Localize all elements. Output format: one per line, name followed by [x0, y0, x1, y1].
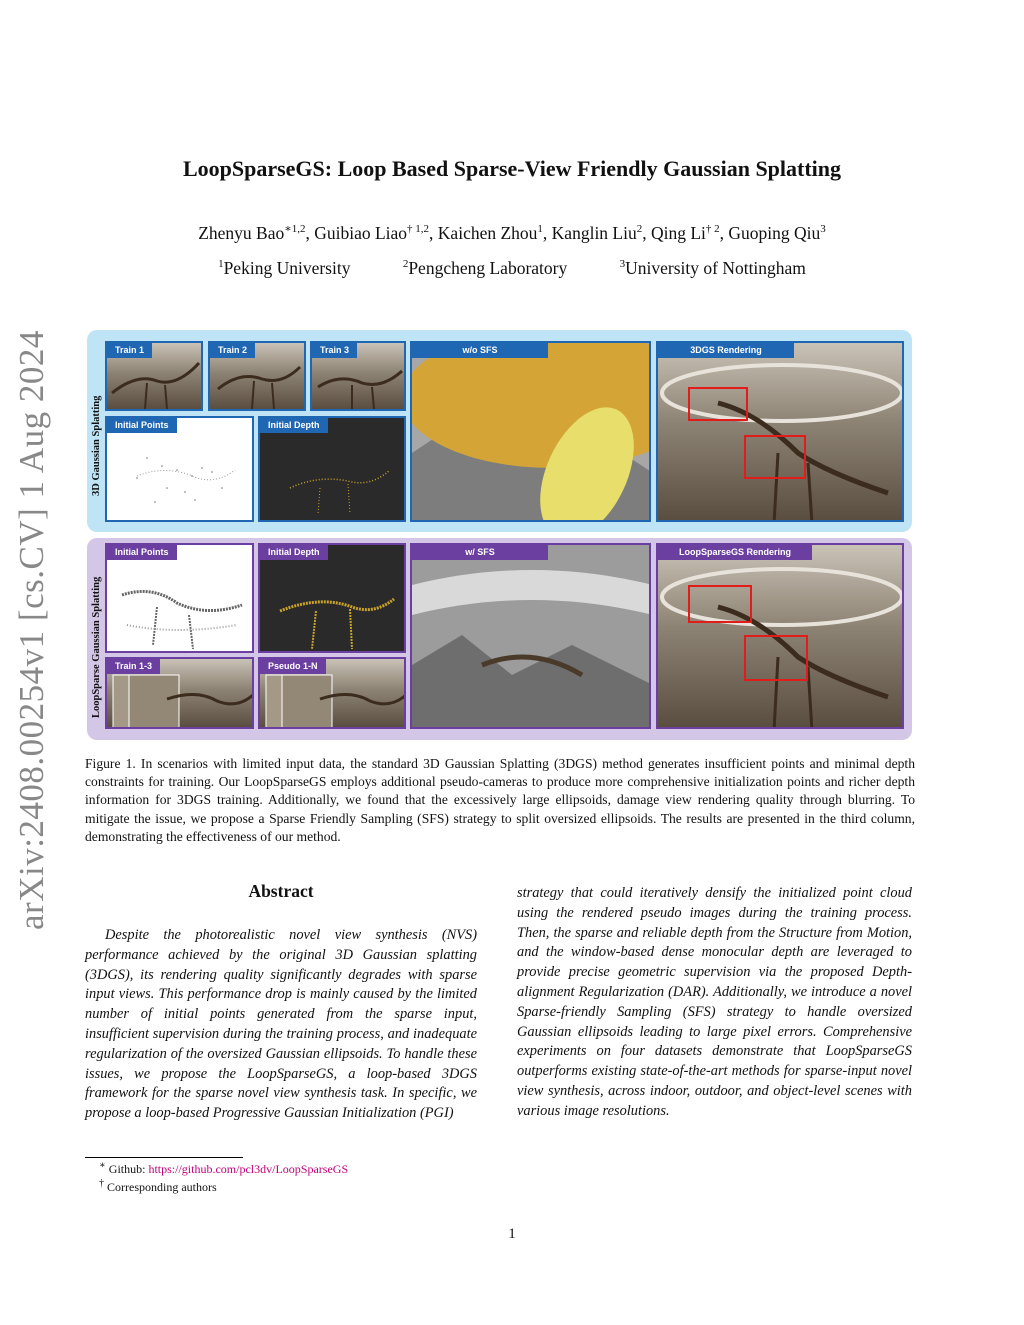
- affiliation: $^2$Pengcheng Laboratory: [402, 258, 568, 278]
- abstract-heading: Abstract: [248, 881, 314, 901]
- author: Guibiao Liao$^{\dagger 1,2}$,: [314, 222, 438, 243]
- w-sfs-render-image: w/ SFS: [410, 543, 651, 729]
- highlight-box-ribs: [744, 635, 808, 681]
- author-list: [0, 222, 1024, 244]
- wo-sfs-render-image: w/o SFS: [410, 341, 651, 522]
- author: Kanglin Liu$^2$,: [551, 222, 651, 243]
- oversized-ellipsoids-render: [412, 343, 651, 522]
- footnote-github: ∗ Github: https://github.com/pcl3dv/LoopSparseGS: [99, 1160, 349, 1176]
- affiliation: $^1$Peking University: [218, 258, 351, 278]
- arxiv-stamp: arXiv:2408.00254v1 [cs.CV] 1 Aug 2024: [12, 330, 51, 930]
- 3dgs-rendering-image: 3DGS Rendering: [656, 341, 904, 522]
- dense-point-cloud: [107, 545, 254, 653]
- sparse-depth-map: [260, 418, 406, 522]
- author: Zhenyu Bao$^{∗1,2}$,: [198, 222, 315, 243]
- split-ellipsoids-render: [412, 545, 651, 729]
- row-label-3dgs: 3D Gaussian Splatting: [91, 395, 102, 496]
- footnote-rule: [85, 1157, 243, 1158]
- footnote-corresponding: † Corresponding authors: [99, 1178, 217, 1194]
- sparse-point-cloud: [107, 418, 254, 522]
- author: Qing Li$^{\dagger 2}$,: [650, 222, 729, 243]
- initial-depth-3dgs-image: Initial Depth: [258, 416, 406, 522]
- train-1-image: Train 1: [105, 341, 203, 411]
- initial-points-loopsparsegs-image: Initial Points: [105, 543, 254, 653]
- dinosaur-rendering: [658, 343, 904, 522]
- highlight-box-head: [688, 387, 748, 421]
- github-link[interactable]: https://github.com/pcl3dv/LoopSparseGS: [148, 1162, 349, 1176]
- loopsparsegs-rendering-image: LoopSparseGS Rendering: [656, 543, 904, 729]
- highlight-box-head: [688, 585, 752, 623]
- highlight-box-ribs: [744, 435, 806, 479]
- train-1-3-images: Train 1-3: [105, 657, 254, 729]
- affiliation: $^3$University of Nottingham: [619, 258, 806, 278]
- train-3-image: Train 3: [310, 341, 406, 411]
- initial-points-3dgs-image: Initial Points: [105, 416, 254, 522]
- abstract-text-right: strategy that could iteratively densify the initialized point cloud using the rendered pseudo images during the training process. Then, the sparse and reliable depth from the Structure from Motion, and the window-based dense monocular depth are leveraged to provide precise geometric supervision via the proposed Depth-alignment Regularization (DAR). Additionally, we introduce a novel Sparse-friendly Sampling (SFS) strategy to handle oversized Gaussian ellipsoids leading to large pixel errors. Comprehensive experiments on four datasets demonstrate that LoopSparseGS outperforms existing state-of-the-art methods for sparse-input novel view synthesis, across indoor, outdoor, and object-level scenes with various image resolutions.: [517, 885, 912, 1119]
- paper-title: LoopSparseGS: Loop Based Sparse-View Friendly Gaussian Splatting: [182, 156, 842, 181]
- row-label-loopsparsegs: LoopSparse Gaussian Splatting: [91, 576, 102, 718]
- affiliation-list: [0, 258, 1024, 279]
- page-number: 1: [508, 1226, 516, 1242]
- figure-caption: Figure 1. In scenarios with limited input data, the standard 3D Gaussian Splatting (3DGS) method generates insufficient points and minimal depth constraints for training. Our LoopSparseGS employs additional pseudo-cameras to produce more comprehensive initialization points and richer depth information for 3DGS training. Additionally, we found that the excessively large ellipsoids, damage view rendering quality through blurring. To mitigate the issue, we propose a Sparse Friendly Sampling (SFS) strategy to split oversized ellipsoids. The results are presented in the third column, demonstrating the effectiveness of our method.: [85, 756, 915, 844]
- abstract-text-left: Despite the photorealistic novel view synthesis (NVS) performance achieved by the original 3D Gaussian splatting (3DGS), its rendering quality significantly degrades with sparse input views. This performance drop is mainly caused by the limited number of initial points generated from the sparse input, insufficient supervision during the training process, and inadequate regularization of the oversized Gaussian ellipsoids. To handle these issues, we propose the LoopSparseGS, a loop-based 3DGS framework for the sparse novel view synthesis task. In specific, we propose a loop-based Progressive Gaussian Initialization (PGI): [85, 927, 477, 1122]
- pseudo-1-n-images: Pseudo 1-N: [258, 657, 406, 729]
- dense-depth-map: [260, 545, 406, 653]
- train-2-image: Train 2: [208, 341, 306, 411]
- author: Kaichen Zhou$^1$,: [437, 222, 552, 243]
- initial-depth-loopsparsegs-image: Initial Depth: [258, 543, 406, 653]
- author: Guoping Qiu$^3$: [728, 222, 826, 243]
